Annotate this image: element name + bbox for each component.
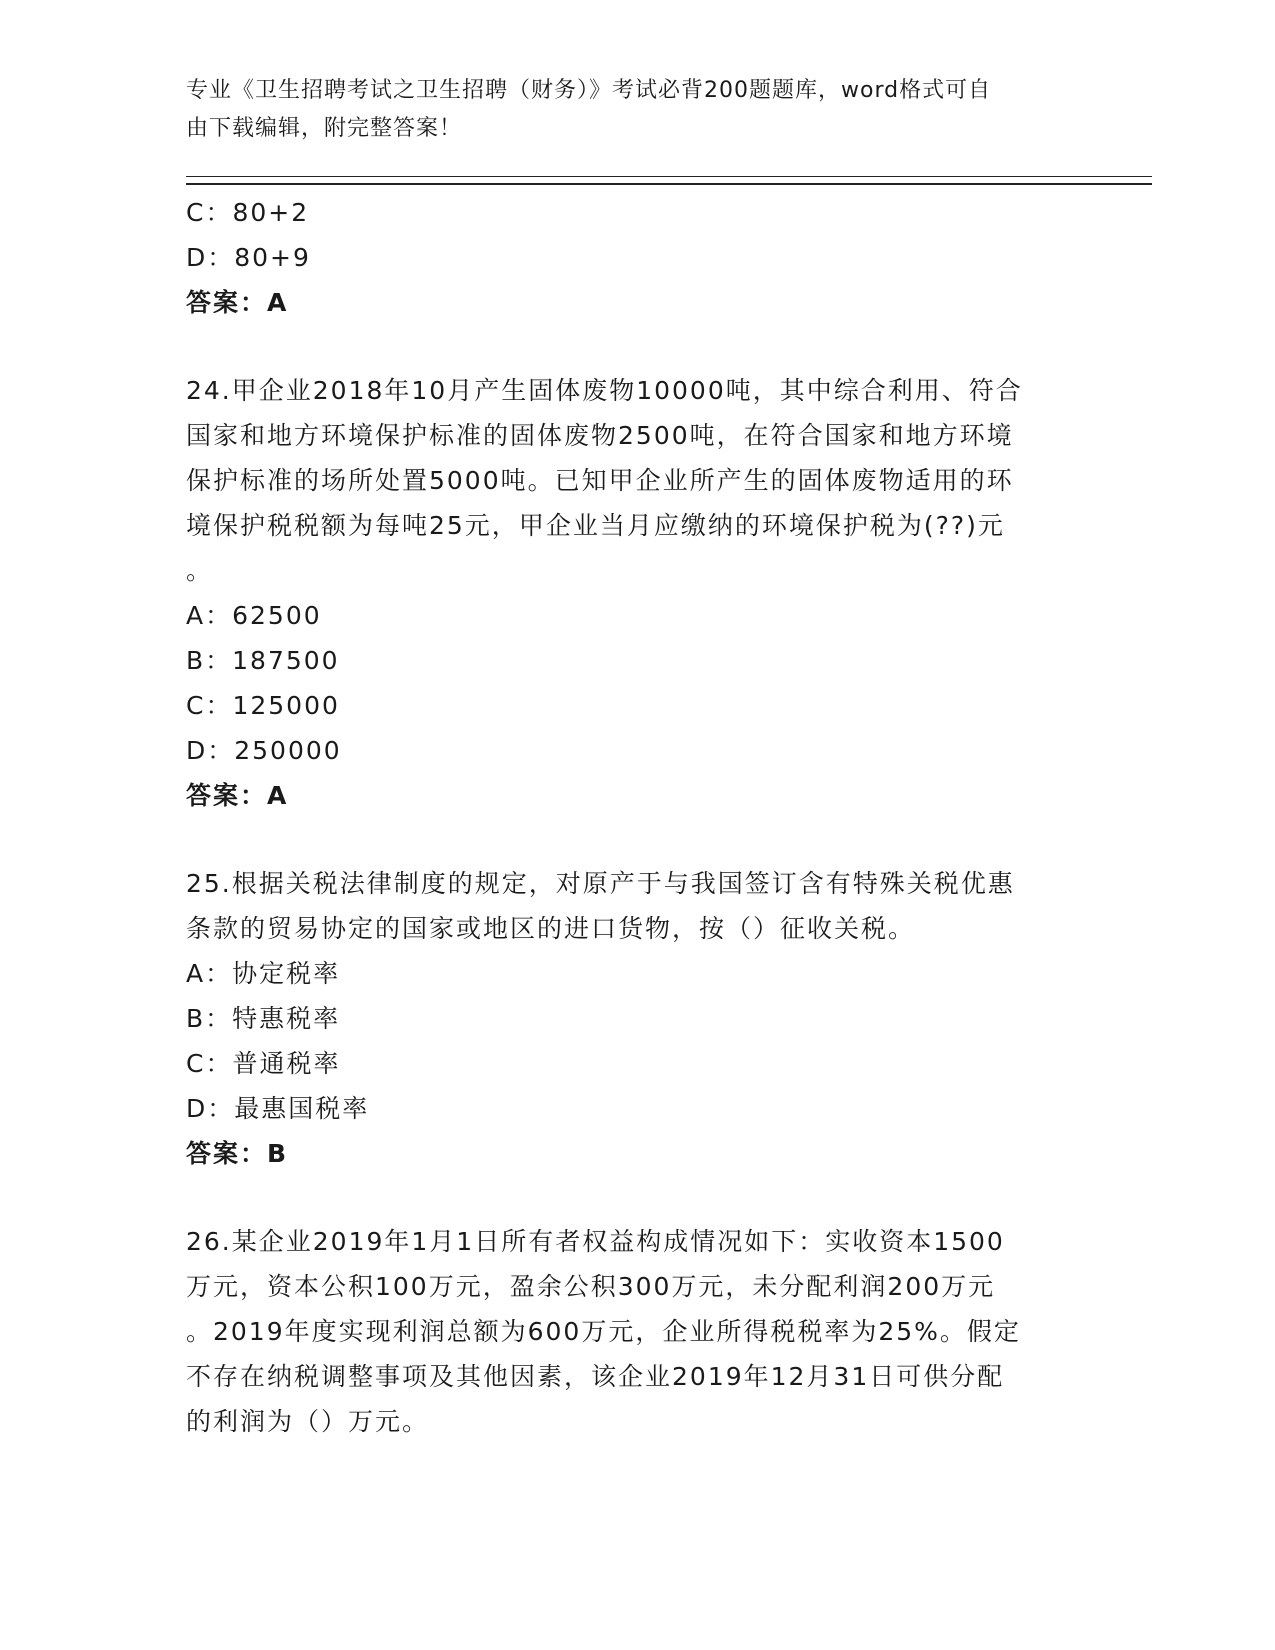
option-d: D：250000 (186, 736, 342, 765)
spacer (186, 818, 1066, 861)
question-text-line: 保护标准的场所处置5000吨。已知甲企业所产生的固体废物适用的环 (186, 466, 1014, 495)
option-c: C：80+2 (186, 198, 310, 227)
question-text-line: 25.根据关税法律制度的规定，对原产于与我国签订含有特殊关税优惠 (186, 869, 1015, 898)
option-c: C：普通税率 (186, 1049, 341, 1078)
question-text-line: 万元，资本公积100万元，盈余公积300万元，未分配利润200万元 (186, 1272, 996, 1301)
question-text-line: 。 (186, 556, 214, 585)
question-text-line: 境保护税税额为每吨25元，甲企业当月应缴纳的环境保护税为(??)元 (186, 511, 1005, 540)
question-26 (186, 1219, 1066, 1444)
prev-question (186, 190, 1066, 325)
option-a: A：协定税率 (186, 959, 341, 988)
question-25 (186, 861, 1066, 1176)
document-body (186, 190, 1066, 1444)
question-text-line: 条款的贸易协定的国家或地区的进口货物，按（）征收关税。 (186, 914, 916, 943)
question-text-line: 26.某企业2019年1月1日所有者权益构成情况如下：实收资本1500 (186, 1227, 1005, 1256)
question-text-line: 不存在纳税调整事项及其他因素，该企业2019年12月31日可供分配 (186, 1362, 1005, 1391)
page-header (186, 72, 1066, 148)
option-c: C：125000 (186, 691, 340, 720)
header-rule (186, 176, 1152, 185)
answer: 答案：A (186, 288, 289, 317)
question-text-line: 的利润为（）万元。 (186, 1407, 430, 1436)
option-b: B：特惠税率 (186, 1004, 341, 1033)
question-text-line: 。2019年度实现利润总额为600万元，企业所得税税率为25%。假定 (186, 1317, 1021, 1346)
spacer (186, 1176, 1066, 1219)
option-d: D：80+9 (186, 243, 311, 272)
answer: 答案：A (186, 781, 289, 810)
option-b: B：187500 (186, 646, 340, 675)
header-line: 专业《卫生招聘考试之卫生招聘（财务）》考试必背200题题库，word格式可自 (186, 78, 992, 103)
question-24 (186, 368, 1066, 818)
answer: 答案：B (186, 1139, 289, 1168)
header-line: 由下载编辑，附完整答案！ (186, 116, 463, 141)
question-text-line: 国家和地方环境保护标准的固体废物2500吨，在符合国家和地方环境 (186, 421, 1014, 450)
option-d: D：最惠国税率 (186, 1094, 370, 1123)
option-a: A：62500 (186, 601, 322, 630)
question-text-line: 24.甲企业2018年10月产生固体废物10000吨，其中综合利用、符合 (186, 376, 1023, 405)
spacer (186, 325, 1066, 368)
